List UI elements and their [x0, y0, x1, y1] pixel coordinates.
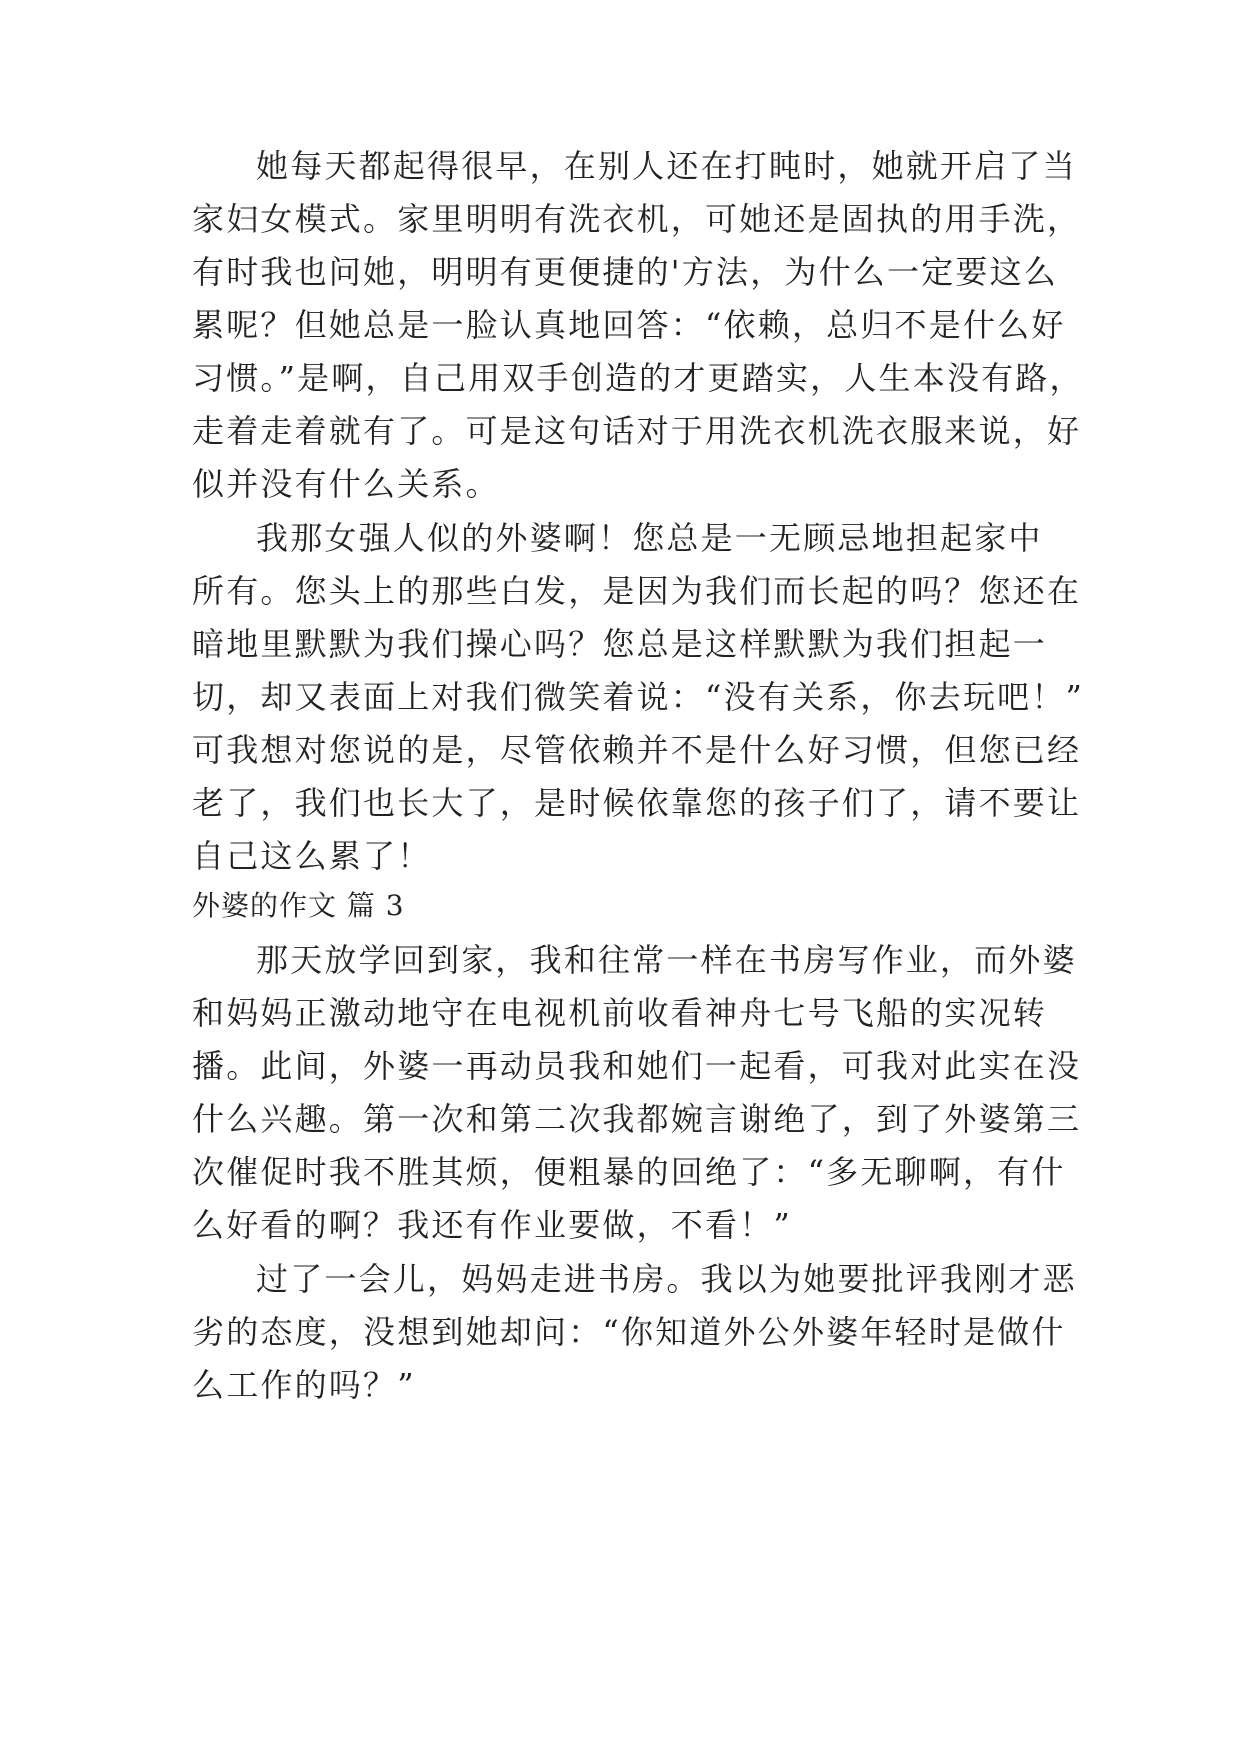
paragraph-4-line-1: 过了一会儿，妈妈走进书房。我以为她要批评我刚才恶: [256, 1260, 1077, 1298]
paragraph-3-line-1: 那天放学回到家，我和往常一样在书房写作业，而外婆: [256, 941, 1077, 979]
paragraph-4-line-3: 么工作的吗？”: [192, 1366, 416, 1404]
paragraph-3-line-6: 么好看的啊？我还有作业要做，不看！”: [192, 1206, 792, 1244]
paragraph-1-line-6: 走着走着就有了。可是这句话对于用洗衣机洗衣服来说，好: [192, 412, 1082, 450]
paragraph-4-line-2: 劣的态度，没想到她却问：“你知道外公外婆年轻时是做什: [192, 1313, 1066, 1351]
paragraph-1-line-3: 有时我也问她，明明有更便捷的'方法，为什么一定要这么: [192, 253, 1058, 291]
paragraph-2-line-7: 自己这么累了！: [192, 837, 432, 875]
paragraph-1-line-7: 似并没有什么关系。: [192, 465, 500, 503]
paragraph-2-line-1: 我那女强人似的外婆啊！您总是一无顾忌地担起家中: [256, 519, 1043, 557]
paragraph-1-line-5: 习惯。”是啊，自己用双手创造的才更踏实，人生本没有路，: [192, 359, 1084, 397]
paragraph-3-line-2: 和妈妈正激动地守在电视机前收看神舟七号飞船的实况转: [192, 994, 1048, 1032]
paragraph-3-line-4: 什么兴趣。第一次和第二次我都婉言谢绝了，到了外婆第三: [192, 1100, 1082, 1138]
paragraph-1-line-1: 她每天都起得很早，在别人还在打盹时，她就开启了当: [256, 147, 1077, 185]
paragraph-2-line-6: 老了，我们也长大了，是时候依靠您的孩子们了，请不要让: [192, 784, 1082, 822]
paragraph-1-line-4: 累呢？但她总是一脸认真地回答：“依赖，总归不是什么好: [192, 306, 1066, 344]
paragraph-3-line-5: 次催促时我不胜其烦，便粗暴的回绝了：“多无聊啊，有什: [192, 1153, 1066, 1191]
section-heading: 外婆的作文 篇 3: [192, 889, 405, 922]
paragraph-2-line-5: 可我想对您说的是，尽管依赖并不是什么好习惯，但您已经: [192, 731, 1082, 769]
paragraph-2-line-3: 暗地里默默为我们操心吗？您总是这样默默为我们担起一: [192, 625, 1048, 663]
paragraph-2-line-4: 切，却又表面上对我们微笑着说：“没有关系，你去玩吧！”: [192, 678, 1085, 716]
paragraph-2-line-2: 所有。您头上的那些白发，是因为我们而长起的吗？您还在: [192, 572, 1082, 610]
paragraph-1-line-2: 家妇女模式。家里明明有洗衣机，可她还是固执的用手洗，: [192, 200, 1082, 238]
paragraph-3-line-3: 播。此间，外婆一再动员我和她们一起看，可我对此实在没: [192, 1047, 1082, 1085]
